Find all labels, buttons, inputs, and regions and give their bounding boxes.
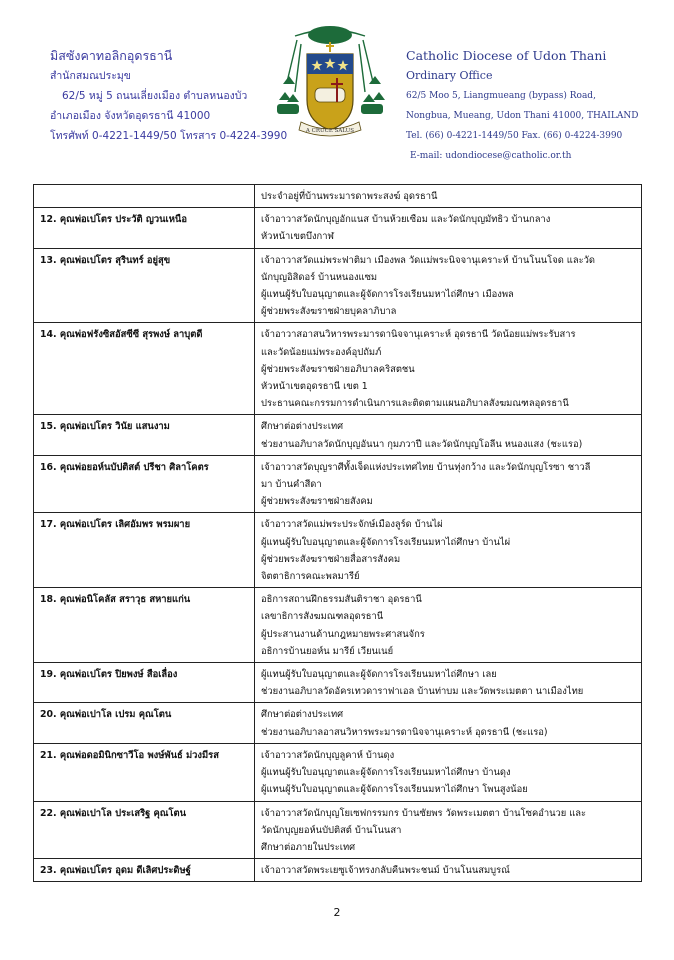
english-phone: Tel. (66) 0-4221-1449/50 Fax. (66) 0-4224-3990 (406, 131, 623, 141)
duties-cell (255, 513, 642, 588)
letterhead-english (406, 46, 668, 166)
table-row (34, 743, 642, 801)
duties-cell (255, 248, 642, 323)
duty-line: ผู้แทนผู้รับใบอนุญาตและผู้จัดการโรงเรียนมหาไถ่ศึกษา บ้านไผ่ (261, 536, 511, 548)
priest-name: 20. คุณพ่อเปาโล เปรม คุณโตน (40, 709, 172, 721)
table-row (34, 415, 642, 455)
priest-name-cell (34, 743, 255, 801)
priest-name-cell (34, 248, 255, 323)
duty-line: อธิการบ้านยอห์น มารีย์ เวียนเนย์ (261, 645, 394, 657)
crest-motto-text: A CRUCE SALUS (305, 128, 355, 134)
priest-name-cell (34, 859, 255, 882)
priest-name: 14. คุณพ่อฟรังซิสอัสซีซี สุรพงษ์ ลาบุตดี (40, 329, 203, 341)
duty-line: เจ้าอาวาสวัดแม่พระฟาติมา เมืองพล วัดแม่พระนิจจานุเคราะห์ บ้านโนนโจด และวัด (261, 254, 595, 266)
duty-line: ช่วยงานอภิบาลวัดอัครเทวดาราฟาเอล บ้านท่าบม และวัดพระเมตตา นาเมืองไทย (261, 686, 584, 698)
priest-name-cell (34, 703, 255, 743)
thai-phone: โทรศัพท์ 0-4221-1449/50 โทรสาร 0-4224-3990 (50, 130, 288, 142)
duties-cell (255, 208, 642, 248)
priest-name-cell (34, 185, 255, 208)
duty-line: ผู้แทนผู้รับใบอนุญาตและผู้จัดการโรงเรียนมหาไถ่ศึกษา เมืองพล (261, 289, 514, 301)
table-row (34, 663, 642, 703)
duty-line: และวัดน้อยแม่พระองค์อุปถัมภ์ (261, 346, 382, 358)
duty-line: เจ้าอาวาสวัดนักบุญโยเซฟกรรมกร บ้านซัยพร วัดพระเมตตา บ้านโซคอำนวย และ (261, 807, 587, 819)
thai-office: สำนักสมณประมุข (50, 70, 131, 82)
roster-body (34, 185, 642, 882)
clergy-roster-table (33, 184, 642, 882)
table-row (34, 208, 642, 248)
duty-line: ผู้ช่วยพระสังฆราชฝ่ายสื่อสารสังคม (261, 553, 401, 565)
priest-name: 17. คุณพ่อเปโตร เลิศอัมพร พรมผาย (40, 519, 191, 531)
letterhead-thai (50, 46, 288, 146)
duty-line: หัวหน้าเขตบึงกาฬ (261, 231, 334, 243)
priest-name: 23. คุณพ่อเปโตร อุดม ดีเลิศประดิษฐ์ (40, 865, 191, 877)
duty-line: จิตตาธิการคณะพลมารีย์ (261, 571, 360, 583)
thai-org-name: มิสซังคาทอลิกอุดรธานี (50, 48, 173, 63)
duty-line: เจ้าอาวาสวัดบุญราศีทั้งเจ็ดแห่งประเทศไทย บ้านทุ่งกว้าง และวัดนักบุญโรซา ชาวลี (261, 461, 591, 473)
duty-line: ผู้แทนผู้รับใบอนุญาตและผู้จัดการโรงเรียนมหาไถ่ศึกษา เลย (261, 669, 497, 681)
priest-name: 12. คุณพ่อเปโตร ประวัติ ญวนเหนือ (40, 214, 187, 226)
table-row (34, 859, 642, 882)
table-row (34, 248, 642, 323)
duties-cell (255, 859, 642, 882)
priest-name-cell (34, 455, 255, 513)
priest-name: 13. คุณพ่อเปโตร สุรินทร์ อยู่สุข (40, 254, 171, 266)
english-office: Ordinary Office (406, 69, 493, 82)
duty-line: อธิการสถานฝึกธรรมสันติราชา อุดรธานี (261, 594, 422, 606)
page-number: 2 (333, 906, 341, 919)
duty-line: เจ้าอาวาสวัดนักบุญลูคาห์ บ้านดุง (261, 749, 395, 761)
duty-line: ผู้ช่วยพระสังฆราชฝ่ายบุคลาภิบาล (261, 306, 397, 318)
table-row (34, 513, 642, 588)
thai-address-line-1: 62/5 หมู่ 5 ถนนเลี่ยงเมือง ตำบลหนองบัว (62, 90, 248, 102)
table-row (34, 801, 642, 859)
table-row (34, 455, 642, 513)
duty-line: ช่วยงานอภิบาลอาสนวิหารพระมารดานิจจานุเคราะห์ อุดรธานี (ชะแรอ) (261, 726, 548, 738)
duty-line: วัดนักบุญยอห์นบัปติสต์ บ้านโนนสา (261, 824, 402, 836)
table-row (34, 588, 642, 663)
duty-line: เลขาธิการสังฆมณฑลอุดรธานี (261, 611, 384, 623)
priest-name-cell (34, 415, 255, 455)
table-row (34, 185, 642, 208)
duty-line: มา บ้านคำสีดา (261, 479, 322, 491)
english-address-line-2: Nongbua, Mueang, Udon Thani 41000, THAILAND (406, 111, 639, 121)
priest-name: 16. คุณพ่อยอห์นบัปติสต์ ปรีชา ศิลาโคตร (40, 461, 209, 473)
english-email: E-mail: udondiocese@catholic.or.th (410, 151, 572, 161)
duties-cell (255, 703, 642, 743)
priest-name-cell (34, 588, 255, 663)
duties-cell (255, 415, 642, 455)
duties-cell (255, 455, 642, 513)
duty-line: ประจำอยู่ที่บ้านพระมารดาพระสงฆ์ อุดรธานี (261, 191, 438, 202)
duty-line: เจ้าอาวาสอาสนวิหารพระมารดานิจจานุเคราะห์ อุดรธานี วัดน้อยแม่พระรับสาร (261, 329, 576, 341)
duty-line: ศึกษาต่อต่างประเทศ (261, 421, 344, 433)
priest-name: 18. คุณพ่อนิโคลัส สราวุธ สหายแก่น (40, 594, 191, 606)
priest-name: 21. คุณพ่อดอมินิกซาวีโอ พงษ์พันธ์ ม่วงมีรส (40, 749, 219, 761)
duties-cell (255, 588, 642, 663)
priest-name: 22. คุณพ่อเปาโล ประเสริฐ คุณโตน (40, 807, 187, 819)
priest-name-cell (34, 208, 255, 248)
thai-address-line-2: อำเภอเมือง จังหวัดอุดรธานี 41000 (50, 110, 211, 122)
duties-cell (255, 185, 642, 208)
priest-name-cell (34, 323, 255, 415)
english-address-line-1: 62/5 Moo 5, Liangmueang (bypass) Road, (406, 91, 596, 101)
priest-name: 19. คุณพ่อเปโตร ปิยพงษ์ สือเลื่อง (40, 669, 178, 681)
table-row (34, 703, 642, 743)
duty-line: ผู้แทนผู้รับใบอนุญาตและผู้จัดการโรงเรียนมหาไถ่ศึกษา โพนสูงน้อย (261, 784, 528, 796)
priest-name: 15. คุณพ่อเปโตร วินัย แสนงาม (40, 421, 170, 433)
duty-line: ประธานคณะกรรมการดำเนินการและติดตามแผนอภิบาลสังฆมณฑลอุดรธานี (261, 398, 569, 410)
duty-line: เจ้าอาวาสวัดแม่พระประจักษ์เมืองลูร์ด บ้านไผ่ (261, 519, 443, 531)
duty-line: ผู้ช่วยพระสังฆราชฝ่ายสังคม (261, 496, 373, 508)
duty-line: นักบุญอิสิดอร์ บ้านหนองแซม (261, 271, 378, 283)
priest-name-cell (34, 801, 255, 859)
table-row (34, 323, 642, 415)
duty-line: ผู้ประสานงานด้านกฎหมายพระศาสนจักร (261, 628, 425, 640)
duty-line: หัวหน้าเขตอุดรธานี เขต 1 (261, 381, 368, 393)
priest-name-cell (34, 513, 255, 588)
duty-line: ช่วยงานอภิบาลวัดนักบุญอันนา กุมภวาปี และวัดนักบุญโอลีน หนองแสง (ชะแรอ) (261, 438, 583, 450)
priest-name-cell (34, 663, 255, 703)
duties-cell (255, 323, 642, 415)
english-org-name: Catholic Diocese of Udon Thani (406, 48, 607, 63)
duties-cell (255, 743, 642, 801)
duty-line: เจ้าอาวาสวัดนักบุญอักแนส บ้านห้วยเซือม และวัดนักบุญมัทธิว บ้านกลาง (261, 214, 551, 226)
duty-line: ผู้ช่วยพระสังฆราชฝ่ายอภิบาลคริสตชน (261, 363, 415, 375)
duty-line: ศึกษาต่อภายในประเทศ (261, 841, 356, 853)
duty-line: ศึกษาต่อต่างประเทศ (261, 709, 344, 721)
diocese-crest-logo (275, 22, 385, 140)
duty-line: เจ้าอาวาสวัดพระเยซูเจ้าทรงกลับคืนพระชนม์ บ้านโนนสมบูรณ์ (261, 865, 510, 877)
duty-line: ผู้แทนผู้รับใบอนุญาตและผู้จัดการโรงเรียนมหาไถ่ศึกษา บ้านดุง (261, 767, 511, 779)
duties-cell (255, 663, 642, 703)
duties-cell (255, 801, 642, 859)
